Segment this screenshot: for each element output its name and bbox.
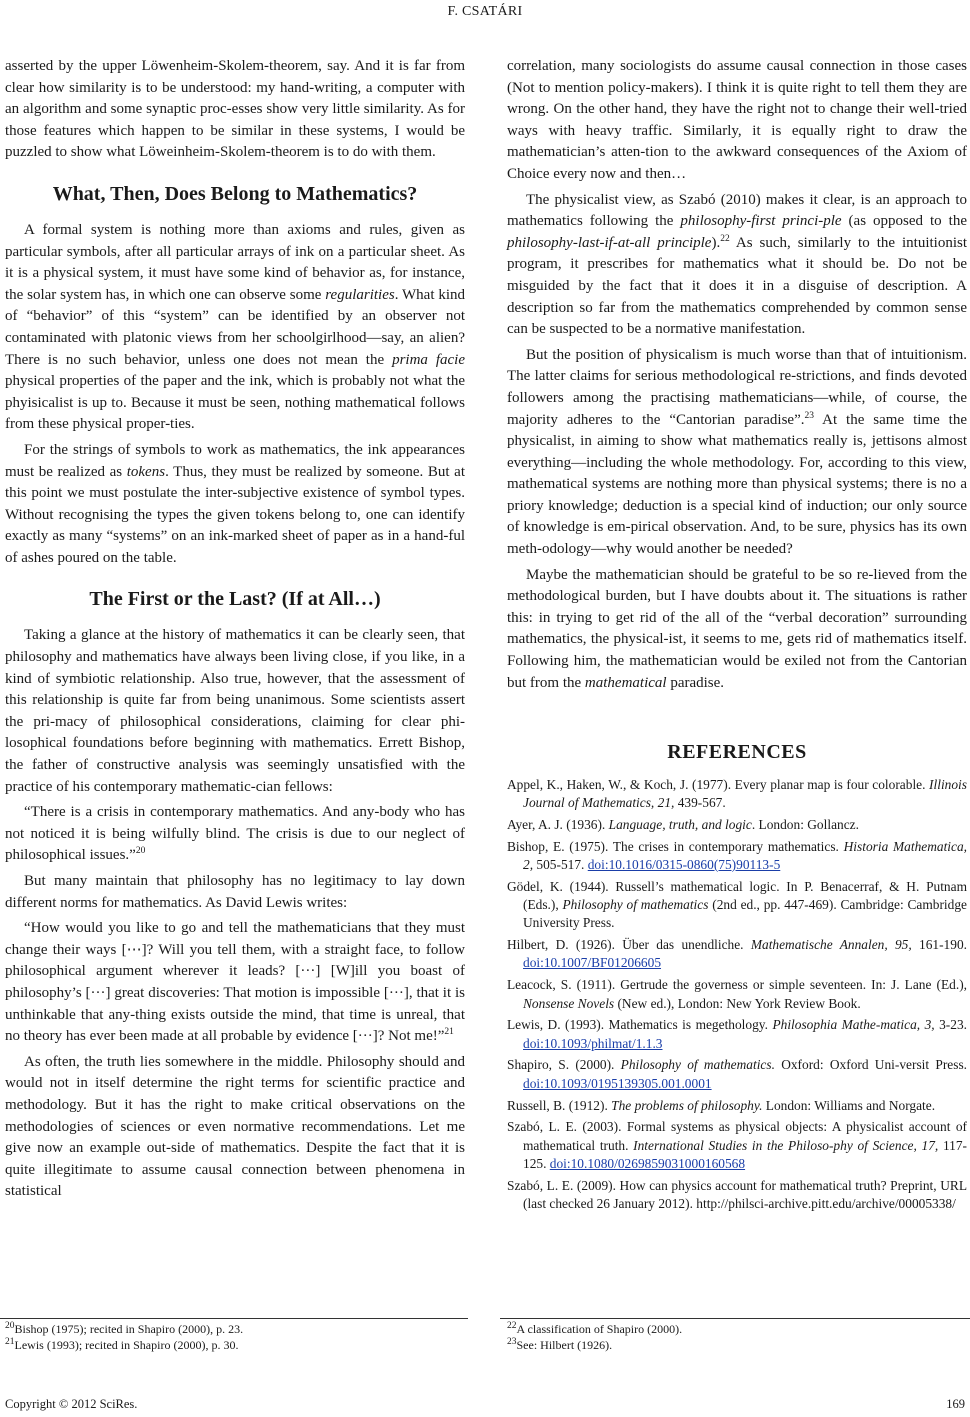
ref-text: Lewis, D. (1993). Mathematics is megethology. [507,1017,773,1033]
reference-item [507,1056,967,1093]
footnote-ref-21[interactable]: 21 [444,1027,454,1038]
references-heading: REFERENCES [667,741,807,764]
footnote-ref-23[interactable]: 23 [804,410,814,421]
ref-emphasis: Historia Mathematica, 2, [523,838,968,872]
ref-text: . London: Gollancz. [751,816,859,832]
footnote-23 [507,1337,967,1353]
text-run: But the position of physicalism is much worse than that of intuitionism. The latter claims for serious methodological re-strictions, and finds devoted followers among the practising mathematicians—while, of course, the majority adheres to the “Cantorian paradise”. [507,346,967,428]
emphasis: regularities [325,286,395,303]
footnote-20 [5,1321,465,1337]
reference-item [507,776,967,813]
running-head: F. CSATÁRI [447,4,523,19]
reference-item [507,936,967,973]
ref-text: 3-23. [934,1017,967,1033]
ref-text: Szabó, L. E. (2009). How can physics account for mathematical truth? Preprint, URL (last checked 26 January 2012). http://philsci-archive.pitt.edu/archive/00005338/ [507,1177,967,1212]
footnote-22 [507,1321,967,1337]
text-run: paradise. [666,674,725,691]
footnote-ref-20[interactable]: 20 [135,846,146,857]
ref-text: Shapiro, S. (2000). [507,1057,621,1073]
paragraph [507,345,967,561]
emphasis: philosophy-first princi-ple [680,213,842,230]
ref-emphasis: Philosophy of mathematics. [620,1057,775,1073]
paragraph [507,565,967,695]
footnote-number: 20 [5,1321,15,1331]
ref-text: 117-125. [523,1137,967,1171]
text-run: The physicalist view, as Szabó (2010) makes it clear, is an approach to mathematics following the [507,191,967,230]
text-run: Maybe the mathematician should be grateful to be so re-lieved from the methodological burden, but I have doubts about it. The situations is rather this: in trying to get rid of the all of the “verbal decoration” surrounding mathematics, the physical-ist, it seems to me, gets rid of mathematics itself. Following him, the mathematician would be exiled not from the Cantorian but from the [507,566,967,691]
references-list [507,776,967,1214]
footnote-number: 21 [5,1337,15,1347]
ref-text: Appel, K., Haken, W., & Koch, J. (1977). Every planar map is four colorable. [507,776,930,792]
reference-item [507,1177,967,1214]
paragraph: Taking a glance at the history of mathematics it can be clearly seen, that philosophy and mathematics have always been living close, if you like, in a kind of symbiotic relationship. Also true, however, that the assessment of this relationship is quite far from being unanimous. Some scientists assert the pri-macy of philosophical considerations, claiming for clear phi-losophical foundations before beginning with mathematics. Errett Bishop, the father of constructive analysis was seemingly unsatisfied with the practice of his contemporary mathematic-cian fellows: [5,627,465,795]
paragraph [5,220,465,436]
paragraph: correlation, many sociologists do assume causal connection in those cases (Not to mention policy-makers). I think it is quite right to tell them they are wrong. On the other hand, they have the right not to change their well-tried ways with heavy traffic. Similarly, it is equally right to draw the mathematician’s atten-tion to the awkward consequences of the Axiom of Choice every now and then… [507,58,967,182]
ref-emphasis: Language, truth, and logic [608,816,752,832]
footnote-text: Lewis (1993); recited in Shapiro (2000), p. 30. [14,1338,239,1352]
reference-item [507,878,967,933]
text-run: . Thus, they must be realized by someone. But at this point we must postulate the inter-subjective existence of symbol types. Without recognising the types the given tokens belong to, one can identify exactly as many “systems” on an ink-marked sheet of paper as in a hand-ful of ashes poured on the table. [5,463,465,566]
reference-item [507,816,967,834]
reference-item [507,1118,967,1173]
emphasis: philosophy-last-if-at-all principle [507,234,712,251]
page-number: 169 [946,1397,965,1411]
ref-text: Szabó, L. E. (2003). Formal systems as physical objects: A physicalist account of mathematical truth. [507,1119,967,1153]
doi-link[interactable]: doi:10.1093/0195139305.001.0001 [523,1075,712,1091]
ref-text: 439-567. [674,795,726,811]
ref-emphasis: International Studies in the Philoso-phy of Science, 17, [633,1137,939,1153]
reference-item [507,976,967,1013]
text-run: ). [711,234,721,251]
right-column [507,56,967,1217]
text-run: physical properties of the paper and the ink, which is probably not what the phyisicalist is up to. Because it must be seen, nothing mathematical follows from these physical proper-ties. [5,373,465,433]
left-column [5,56,465,1207]
quote-bishop [5,802,465,867]
ref-emphasis: Mathematische Annalen, 95, [750,937,912,953]
ref-text: (2nd ed., pp. 447-469). Cambridge: Cambridge University Press. [523,897,967,931]
ref-text: Ayer, A. J. (1936). [507,816,609,832]
paragraph [5,440,465,570]
text-run: “How would you like to go and tell the mathematicians that they must change their ways [⋯]? Will you tell them, with a straight face, to follow philosophical argument wherever it leads? [···] [W]ill you boast of philosophy’s [···] great discoveries: That motion is impossible [···], that it is unthinkable that any-thing exists outside the mind, that time is unreal, that no theory has ever been made at all probable by evidence [···]? Not me!” [5,920,465,1045]
text-run: A formal system is nothing more than axioms and rules, given as particular symbols, after all particular arrays of ink on a particular sheet. As it is a physical system, it must have some kind of behavior as, for instance, the solar system has, in which one can observe some [5,221,465,303]
footnote-text: Bishop (1975); recited in Shapiro (2000), p. 23. [14,1322,244,1336]
reference-item [507,838,967,875]
ref-emphasis: Nonsense Novels [523,995,615,1011]
ref-emphasis: Philosophia Mathe-matica, 3, [772,1017,935,1033]
doi-link[interactable]: doi:10.1016/0315-0860(75)90113-5 [587,857,781,872]
footnote-ref-22[interactable]: 22 [720,233,730,244]
ref-text: Hilbert, D. (1926). Über das unendliche. [507,937,751,953]
text-run: “There is a crisis in contemporary mathematics. And any-body who has not noticed it is being wilfully blind. The crisis is due to our neglect of philosophical issues.” [5,804,465,864]
ref-emphasis: The problems of philosophy. [611,1097,763,1113]
paragraph: As often, the truth lies somewhere in the middle. Philosophy should and would not in itself determine the right terms for scientific practice and methodology. But it has the right to make critical observations on the methodologies of sciences or even normative recommendations. Let me give now an example out-side of mathematics. Despite the fact that it is quite illegitimate to assume causal connection between phenomena in statistical [5,1053,465,1200]
footnote-divider [0,1318,468,1319]
footnote-21 [5,1337,465,1353]
emphasis: mathematical [584,674,667,691]
paragraph: But many maintain that philosophy has no legitimacy to lay down different norms for mathematics. As David Lewis writes: [5,873,465,911]
ref-text: London: Williams and Norgate. [762,1097,936,1113]
ref-text: (New ed.), London: New York Review Book. [614,995,861,1011]
text-run: . What kind of “behavior” of this “system” can be identified by an observer not contaminated with platonic views from her schoolgirlhood—say, an alien? There is no such behavior, unless one does not mean the [5,286,465,368]
text-run: (as opposed to the [841,213,967,230]
footnotes-left [5,1321,465,1353]
doi-link[interactable]: doi:10.1007/BF01206605 [523,955,662,971]
emphasis: tokens [126,463,166,480]
footnote-number: 22 [507,1321,517,1331]
footnote-divider [500,1318,970,1319]
quote-lewis [5,918,465,1048]
ref-text: Oxford: Oxford Uni-versit Press. [774,1057,967,1073]
section-heading-first: The First or the Last? (If at All…) [89,588,381,611]
ref-text: Bishop, E. (1975). The crises in contemporary mathematics. [507,838,844,854]
doi-link[interactable]: doi:10.1080/0269859031000160568 [549,1155,746,1171]
ref-text: Russell, B. (1912). [507,1097,612,1113]
paragraph: asserted by the upper Löwenheim-Skolem-theorem, say. And it is far from clear how similarity is to be understood: my hand-writing, a computer with an algorithm and some synaptic proc-esses show very little similarity. As for those features which happen to be similar in these systems, I would be puzzled to show what Löweinheim-Skolem-theorem is to do with them. [5,58,465,161]
ref-emphasis: Illinois Journal of Mathematics, 21, [523,776,967,811]
ref-text: 161-190. [911,937,967,953]
text-run: At the same time the physicalist, in aiming to show what mathematics really is, jettisons almost everything—including the whole methodology. For, according to this view, mathematical systems are nothing more than physical systems; there is no a priory knowledge; deduction is a special kind of induction; our only source of knowledge is em-pirical observation. And, to be sure, physics has its own meth-odology—why would another be needed? [507,411,967,558]
section-heading-belong: What, Then, Does Belong to Mathematics? [52,182,418,205]
copyright-notice: Copyright © 2012 SciRes. [5,1397,138,1411]
reference-item [507,1016,967,1053]
text-run: As such, similarly to the intuitionist program, it prescribes for mathematics what it should be. Do not be misguided by the fact that it does it in a disguise of description. A description so far from the mathematics comprehended by common sense can be suspected to be a normative manifestation. [507,234,968,338]
reference-item [507,1097,967,1115]
footnote-text: See: Hilbert (1926). [516,1338,613,1352]
ref-emphasis: Philosophy of mathematics [562,897,709,913]
doi-link[interactable]: doi:10.1093/philmat/1.1.3 [523,1035,663,1051]
ref-text: Gödel, K. (1944). Russell’s mathematical logic. In P. Benacerraf, & H. Putnam (Eds.), [507,878,967,913]
footnote-number: 23 [507,1337,517,1347]
footnotes-right [507,1321,967,1353]
ref-text: Leacock, S. (1911). Gertrude the governess or simple seventeen. In: J. Lane (Ed.), [507,977,967,993]
text-run: For the strings of symbols to work as mathematics, the ink appearances must be realized as [5,441,465,480]
emphasis: prima facie [392,351,465,368]
ref-text: 505-517. [533,857,588,872]
paragraph [507,190,967,341]
footnote-text: A classification of Shapiro (2000). [516,1322,683,1336]
